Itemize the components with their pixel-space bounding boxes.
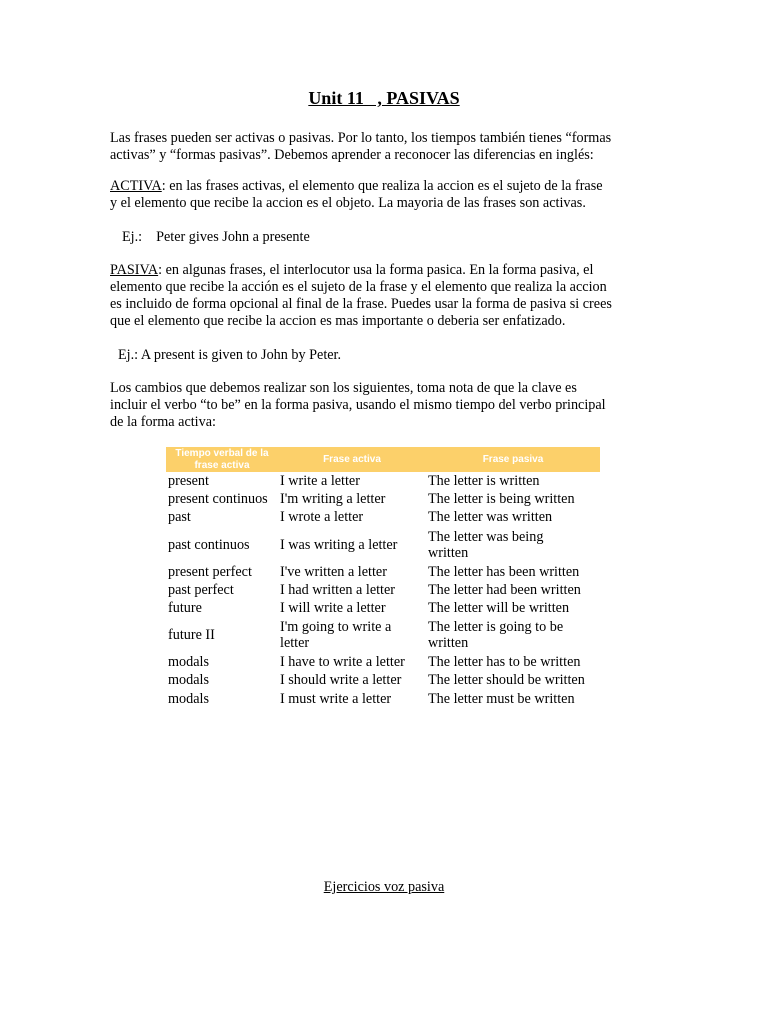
passive-cell-line-1: The letter is going to be [428, 619, 564, 636]
changes-line-2: incluir el verbo “to be” en la forma pasiva, usando el mismo tiempo del verbo principal [110, 397, 606, 413]
pasiva-line-3: es incluido de forma opcional al final de la frase. Puedes usar la forma de pasiva si crees [110, 296, 612, 312]
pasiva-line-1-text: : en algunas frases, el interlocutor usa la forma pasica. En la forma pasiva, el [158, 262, 594, 278]
tense-cell: present [168, 473, 209, 490]
passive-cell [426, 527, 600, 563]
changes-paragraph [110, 380, 662, 431]
pasiva-paragraph [110, 262, 662, 330]
intro-line-2: activas” y “formas pasivas”. Debemos aprender a reconocer las diferencias en inglés: [110, 147, 594, 163]
table-row [166, 690, 600, 708]
changes-line-3: de la forma activa: [110, 414, 216, 430]
passive-cell: The letter must be written [428, 690, 575, 707]
table-row [166, 653, 600, 671]
active-cell: I'm writing a letter [280, 491, 386, 508]
pasiva-line-2: elemento que recibe la acción es el sujeto de la frase y el elemento que realiza la accion [110, 279, 607, 295]
active-example [122, 229, 310, 246]
intro-line-1: Las frases pueden ser activas o pasivas. Por lo tanto, los tiempos también tienes “formas [110, 130, 612, 146]
tense-cell: modals [168, 654, 209, 671]
table-row [166, 563, 600, 581]
active-cell: I was writing a letter [280, 536, 398, 553]
active-cell-line-2: letter [280, 635, 310, 652]
tense-cell: modals [168, 690, 209, 707]
passive-cell: The letter should be written [428, 672, 585, 689]
passive-cell: The letter is written [428, 473, 540, 490]
passive-cell-line-1: The letter was being [428, 528, 544, 545]
header-tense-line-2: frase activa [194, 459, 250, 471]
passive-cell: The letter had been written [428, 581, 581, 598]
active-cell: I write a letter [280, 473, 360, 490]
activa-line-2: y el elemento que recibe la accion es el objeto. La mayoria de las frases son activas. [110, 195, 586, 211]
exercises-link[interactable]: Ejercicios voz pasiva [323, 879, 445, 895]
active-cell: I have to write a letter [280, 654, 405, 671]
activa-line-1 [110, 178, 662, 195]
header-tense-line-1: Tiempo verbal de la [175, 447, 269, 459]
passive-cell: The letter has to be written [428, 654, 581, 671]
page-title: Unit 11 , PASIVAS [308, 88, 460, 108]
table-row [166, 617, 600, 653]
table-row [166, 581, 600, 599]
active-cell: I wrote a letter [280, 509, 364, 526]
table-row [166, 671, 600, 689]
changes-line-1: Los cambios que debemos realizar son los siguientes, toma nota de que la clave es [110, 380, 577, 396]
pasiva-line-1 [110, 262, 662, 279]
tense-table [166, 447, 600, 708]
activa-term: ACTIVA [110, 178, 162, 194]
active-cell: I've written a letter [280, 563, 387, 580]
tense-cell: present perfect [168, 563, 252, 580]
active-cell: I must write a letter [280, 690, 392, 707]
passive-cell: The letter will be written [428, 600, 570, 617]
active-example-prefix: Ej.: [122, 229, 143, 245]
passive-cell-line-2: written [428, 544, 469, 561]
active-cell-line-1: I'm going to write a [280, 619, 392, 636]
active-cell: I should write a letter [280, 672, 402, 689]
tense-cell: past [168, 509, 191, 526]
table-row [166, 527, 600, 563]
table-row [166, 508, 600, 526]
intro-paragraph [110, 130, 662, 164]
tense-cell: past perfect [168, 581, 234, 598]
passive-cell-line-2: written [428, 635, 469, 652]
active-cell [278, 617, 426, 653]
table-row [166, 490, 600, 508]
active-cell: I had written a letter [280, 581, 396, 598]
tense-cell: future [168, 600, 202, 617]
passive-cell: The letter was written [428, 509, 553, 526]
activa-paragraph [110, 178, 662, 212]
pasiva-line-4: que el elemento que recibe la accion es mas importante o deberia ser enfatizado. [110, 313, 566, 329]
table-row [166, 472, 600, 490]
active-example-text: Peter gives John a presente [156, 229, 310, 245]
passive-cell [426, 617, 600, 653]
tense-cell: future II [168, 627, 215, 644]
passive-example: Ej.: A present is given to John by Peter. [118, 347, 342, 363]
activa-line-1-text: : en las frases activas, el elemento que realiza la accion es el sujeto de la frase [161, 178, 603, 194]
header-tense [166, 447, 278, 472]
pasiva-term: PASIVA [110, 262, 159, 278]
header-active: Frase activa [278, 447, 426, 472]
table-row [166, 599, 600, 617]
passive-cell: The letter is being written [428, 491, 575, 508]
tense-cell: present continuos [168, 491, 268, 508]
active-cell: I will write a letter [280, 600, 386, 617]
passive-cell: The letter has been written [428, 563, 580, 580]
table-header-row [166, 447, 600, 472]
tense-cell: past continuos [168, 536, 250, 553]
tense-cell: modals [168, 672, 209, 689]
header-passive: Frase pasiva [426, 447, 600, 472]
